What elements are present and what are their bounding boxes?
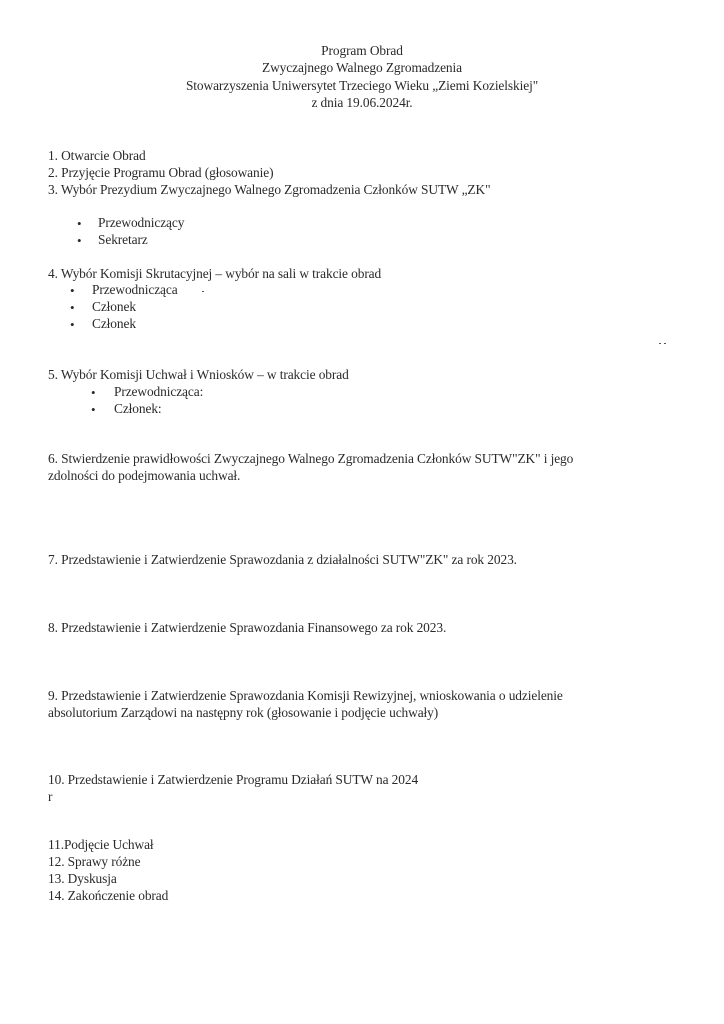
bullet-icon: • [70, 283, 75, 298]
meeting-date: z dnia 19.06.2024r. [311, 95, 413, 110]
list-item: Członek [92, 299, 136, 314]
agenda-item-10: 10. Przedstawienie i Zatwierdzenie Programu Działań SUTW na 2024 [48, 772, 419, 787]
agenda-item-9-continued: absolutorium Zarządowi na następny rok (głosowanie i podjęcie uchwały) [48, 705, 439, 720]
bullet-icon: • [91, 385, 96, 400]
agenda-item-12: 12. Sprawy różne [48, 854, 141, 869]
agenda-item-8: 8. Przedstawienie i Zatwierdzenie Sprawozdania Finansowego za rok 2023. [48, 620, 447, 635]
agenda-item-14: 14. Zakończenie obrad [48, 888, 169, 903]
scan-speck [659, 343, 661, 344]
list-item: Przewodniczący [98, 215, 185, 230]
scan-speck [664, 343, 666, 344]
list-item: Członek: [114, 401, 162, 416]
bullet-icon: • [91, 402, 96, 417]
doc-subtitle: Zwyczajnego Walnego Zgromadzenia [262, 60, 462, 75]
agenda-item-11: 11.Podjęcie Uchwał [48, 837, 154, 852]
agenda-item-1: 1. Otwarcie Obrad [48, 148, 146, 163]
bullet-icon: • [77, 216, 82, 231]
bullet-icon: • [70, 317, 75, 332]
list-item: Członek [92, 316, 136, 331]
list-item: Przewodnicząca [92, 282, 178, 297]
doc-title: Program Obrad [321, 43, 403, 58]
agenda-item-5: 5. Wybór Komisji Uchwał i Wniosków – w trakcie obrad [48, 367, 349, 382]
agenda-item-6: 6. Stwierdzenie prawidłowości Zwyczajnego Walnego Zgromadzenia Członków SUTW"ZK" i jego [48, 451, 574, 466]
scan-speck [202, 291, 204, 292]
agenda-item-9: 9. Przedstawienie i Zatwierdzenie Sprawozdania Komisji Rewizyjnej, wnioskowania o udzielenie [48, 688, 563, 703]
agenda-item-7: 7. Przedstawienie i Zatwierdzenie Sprawozdania z działalności SUTW"ZK" za rok 2023. [48, 552, 517, 567]
agenda-item-2: 2. Przyjęcie Programu Obrad (głosowanie) [48, 165, 274, 180]
list-item: Sekretarz [98, 232, 148, 247]
agenda-item-10-continued: r [48, 789, 53, 804]
agenda-item-6-continued: zdolności do podejmowania uchwał. [48, 468, 241, 483]
list-item: Przewodnicząca: [114, 384, 204, 399]
bullet-icon: • [70, 300, 75, 315]
agenda-item-3: 3. Wybór Prezydium Zwyczajnego Walnego Zgromadzenia Członków SUTW „ZK" [48, 182, 491, 197]
agenda-item-13: 13. Dyskusja [48, 871, 117, 886]
association-name: Stowarzyszenia Uniwersytet Trzeciego Wieku „Ziemi Kozielskiej" [185, 78, 539, 93]
agenda-item-4: 4. Wybór Komisji Skrutacyjnej – wybór na sali w trakcie obrad [48, 266, 382, 281]
bullet-icon: • [77, 233, 82, 248]
